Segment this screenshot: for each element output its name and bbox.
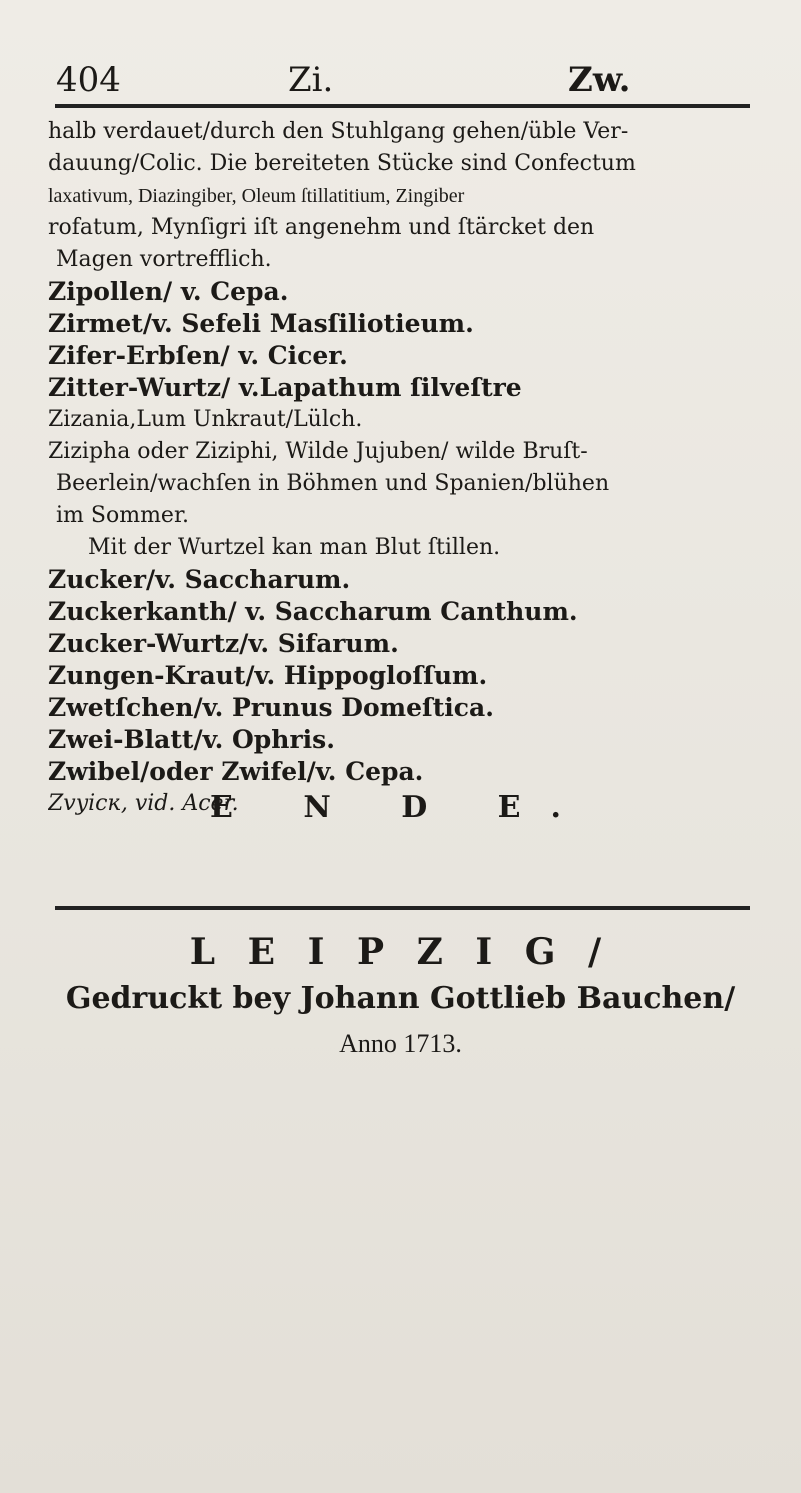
entry-headword: Zwibel/oder Zwifel/v. Cepa.	[48, 757, 424, 786]
page-number: 404	[56, 60, 121, 100]
imprint-printer: Gedruckt bey Johann Gottlieb Bauchen/	[65, 981, 736, 1016]
entry-line: im Sommer.	[56, 503, 190, 528]
entry-line: Zizania,Lum Unkraut/Lülch.	[48, 407, 363, 432]
header-rule	[55, 104, 750, 108]
entry-headword: Zitter-Wurtz/ v.Lapathum ſilveſtre	[48, 373, 522, 402]
running-head-right: Zw.	[568, 60, 631, 100]
entry-headword: Zirmet/v. Sefeli Masſiliotieum.	[48, 309, 474, 338]
entry-line: Magen vortrefflich.	[56, 247, 272, 272]
entry-line: dauung/Colic. Die bereiteten Stücke sind Confectum	[48, 151, 636, 176]
entry-line: laxativum, Diazingiber, Oleum ſtillatitium, Zingiber	[48, 185, 465, 207]
entry-line: Zizipha oder Ziziphi, Wilde Jujuben/ wilde Bruſt-	[48, 439, 588, 464]
entry-line: Beerlein/wachſen in Böhmen und Spanien/blühen	[56, 471, 610, 496]
entry-headword: Zucker-Wurtz/v. Sifarum.	[48, 629, 399, 658]
entry-line: halb verdauet/durch den Stuhlgang gehen/üble Ver-	[48, 119, 629, 144]
imprint	[0, 928, 801, 1066]
dictionary-entries	[48, 116, 768, 820]
end-mark: E N D E.	[210, 790, 591, 825]
imprint-place: L E I P Z I G /	[189, 931, 612, 973]
entry-headword: Zwei-Blatt/v. Ophris.	[48, 725, 335, 754]
entry-headword: Zuckerkanth/ v. Saccharum Canthum.	[48, 597, 578, 626]
entry-headword: Zipollen/ v. Cepa.	[48, 277, 289, 306]
entry-headword: Zwetſchen/v. Prunus Domeſtica.	[48, 693, 494, 722]
running-head-left: Zi.	[288, 60, 334, 100]
entry-line: Mit der Wurtzel kan man Blut ſtillen.	[88, 535, 501, 560]
entry-line: Zvyicĸ, vid. Acer.	[48, 791, 239, 816]
imprint-year: Anno 1713.	[339, 1029, 462, 1058]
entry-headword: Zungen-Kraut/v. Hippogloſſum.	[48, 661, 488, 690]
entry-headword: Zifer-Erbſen/ v. Cicer.	[48, 341, 348, 370]
entry-headword: Zucker/v. Saccharum.	[48, 565, 351, 594]
imprint-rule	[55, 906, 750, 910]
entry-line: rofatum, Mynſigri iſt angenehm und ſtärcket den	[48, 215, 595, 240]
running-header	[48, 60, 748, 102]
